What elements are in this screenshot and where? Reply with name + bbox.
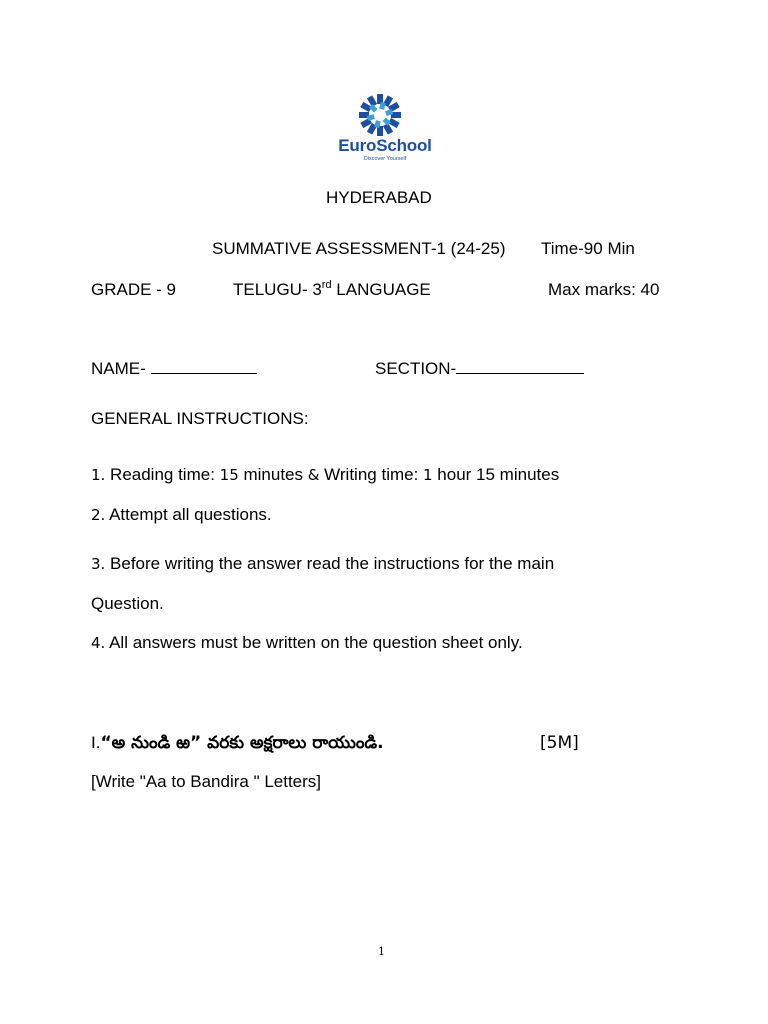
- section-blank[interactable]: [456, 359, 584, 374]
- name-field: [91, 359, 257, 379]
- instructions-heading: GENERAL INSTRUCTIONS:: [91, 409, 309, 428]
- question-1: [91, 733, 384, 753]
- question-number: I.: [91, 733, 101, 752]
- name-label: NAME-: [91, 359, 146, 378]
- instruction-item-3: [91, 554, 554, 574]
- instruction-item-3-continuation: Question.: [91, 594, 164, 613]
- question-english: [Write "Aa to Bandira " Letters]: [91, 772, 322, 791]
- instruction-text: hour 15 minutes: [432, 465, 560, 484]
- instruction-item-4: [91, 633, 523, 653]
- star-burst-logo-icon: [357, 92, 403, 138]
- euroschool-logo: [330, 92, 440, 170]
- instruction-number: 3.: [91, 555, 106, 573]
- ampersand: &: [307, 466, 320, 484]
- question-marks: [5M]: [540, 733, 579, 753]
- instruction-text: Before writing the answer read the instructions for the main: [105, 554, 555, 573]
- subject-suffix: LANGUAGE: [331, 280, 431, 299]
- max-marks: Max marks: 40: [548, 280, 660, 299]
- instruction-text: minutes: [238, 465, 308, 484]
- subject-superscript: rd: [321, 279, 332, 291]
- page-number: 1: [378, 945, 385, 958]
- instruction-number: 4.: [91, 634, 106, 652]
- question-telugu-text: “అ నుండి ఱ” వరకు అక్షరాలు రాయుండి.: [100, 733, 384, 753]
- name-blank[interactable]: [151, 359, 257, 374]
- instruction-number: 2.: [91, 506, 106, 524]
- instruction-item-2: [91, 505, 272, 525]
- instruction-text: All answers must be written on the question sheet only.: [105, 633, 523, 652]
- instruction-text: Writing time:: [319, 465, 424, 484]
- instruction-number-value: 1: [423, 466, 433, 484]
- instruction-text: Attempt all questions.: [105, 505, 272, 524]
- subject-label: [233, 280, 431, 302]
- grade-label: GRADE - 9: [91, 280, 177, 299]
- time-limit: Time-90 Min: [541, 239, 635, 258]
- instruction-number: 1.: [91, 466, 106, 484]
- city-title: HYDERABAD: [326, 188, 432, 207]
- section-label: SECTION-: [375, 359, 457, 378]
- section-field: [375, 359, 584, 379]
- logo-tagline: Discover Yourself: [363, 156, 407, 162]
- assessment-title: SUMMATIVE ASSESSMENT-1 (24-25): [212, 239, 506, 258]
- subject-prefix: TELUGU- 3: [233, 280, 322, 299]
- instruction-item-1: [91, 465, 559, 485]
- instruction-number-value: 15: [219, 466, 239, 484]
- instruction-text: Reading time:: [105, 465, 220, 484]
- logo-name: EuroSchool: [338, 136, 432, 155]
